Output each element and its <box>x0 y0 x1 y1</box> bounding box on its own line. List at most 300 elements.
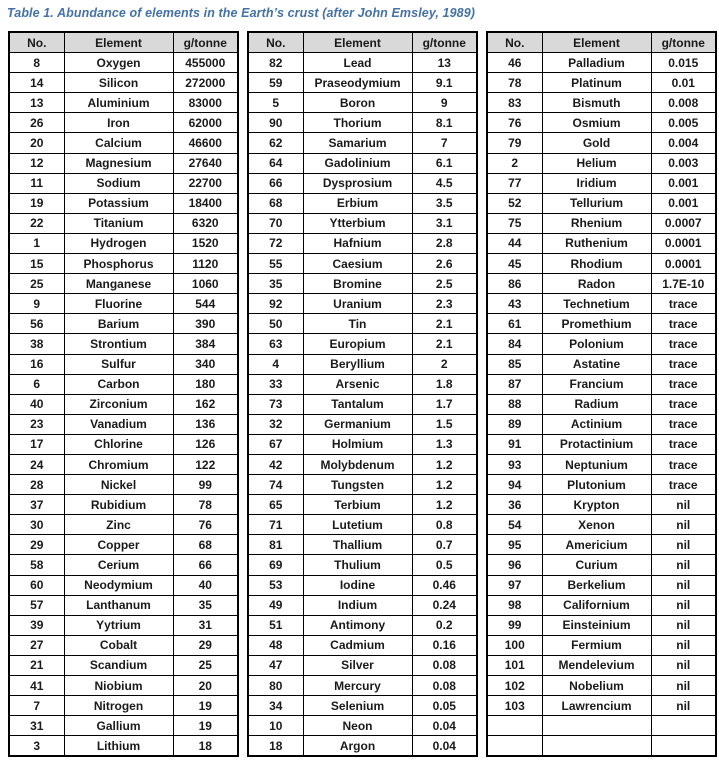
cell-abundance: 340 <box>173 354 238 374</box>
table-row <box>487 233 716 253</box>
cell-element-name: Nitrogen <box>64 696 173 716</box>
cell-element-name: Lanthanum <box>64 595 173 615</box>
cell-atomic-number: 44 <box>487 233 542 253</box>
table-row <box>9 394 238 414</box>
elements-table-left <box>8 31 239 757</box>
cell-atomic-number: 29 <box>9 535 64 555</box>
table-row <box>9 133 238 153</box>
table-row <box>487 635 716 655</box>
cell-abundance: 0.0001 <box>651 254 716 274</box>
cell-abundance: 27640 <box>173 153 238 173</box>
cell-abundance: 0.7 <box>412 535 477 555</box>
cell-atomic-number: 26 <box>9 113 64 133</box>
cell-abundance: nil <box>651 555 716 575</box>
cell-atomic-number <box>487 716 542 736</box>
cell-atomic-number: 98 <box>487 595 542 615</box>
cell-atomic-number: 63 <box>248 334 303 354</box>
table-row <box>9 254 238 274</box>
cell-element-name: Mercury <box>303 676 412 696</box>
cell-element-name: Gallium <box>64 716 173 736</box>
cell-element-name: Plutonium <box>542 475 651 495</box>
col-header-atomic-number: No. <box>248 32 303 53</box>
table-row <box>248 515 477 535</box>
col-header-element: Element <box>64 32 173 53</box>
table-row <box>487 414 716 434</box>
table-row <box>9 193 238 213</box>
cell-abundance <box>651 736 716 757</box>
cell-abundance: 1.5 <box>412 414 477 434</box>
table-row <box>9 635 238 655</box>
cell-abundance: 68 <box>173 535 238 555</box>
table-row <box>487 394 716 414</box>
table-row <box>248 314 477 334</box>
col-header-abundance: g/tonne <box>173 32 238 53</box>
cell-abundance: 2.6 <box>412 254 477 274</box>
cell-element-name: Argon <box>303 736 412 757</box>
cell-atomic-number: 59 <box>248 73 303 93</box>
cell-element-name: Antimony <box>303 615 412 635</box>
cell-abundance: 1.2 <box>412 454 477 474</box>
cell-abundance: 0.001 <box>651 173 716 193</box>
table-row <box>487 133 716 153</box>
table-row <box>9 676 238 696</box>
cell-element-name: Sulfur <box>64 354 173 374</box>
cell-abundance: nil <box>651 495 716 515</box>
cell-element-name: Lutetium <box>303 515 412 535</box>
cell-abundance: 122 <box>173 454 238 474</box>
cell-element-name: Europium <box>303 334 412 354</box>
cell-atomic-number: 4 <box>248 354 303 374</box>
tables-container <box>8 31 719 757</box>
table-row <box>9 696 238 716</box>
cell-abundance: nil <box>651 696 716 716</box>
table-row <box>9 153 238 173</box>
cell-atomic-number: 62 <box>248 133 303 153</box>
table-row <box>248 635 477 655</box>
table-row <box>487 334 716 354</box>
cell-element-name: Beryllium <box>303 354 412 374</box>
cell-atomic-number: 11 <box>9 173 64 193</box>
table-row <box>9 233 238 253</box>
document-page <box>0 6 719 774</box>
table-row <box>248 394 477 414</box>
cell-abundance: 0.04 <box>412 716 477 736</box>
cell-abundance: 384 <box>173 334 238 354</box>
cell-atomic-number: 14 <box>9 73 64 93</box>
cell-abundance: trace <box>651 334 716 354</box>
cell-element-name: Promethium <box>542 314 651 334</box>
table-row <box>248 495 477 515</box>
cell-atomic-number: 20 <box>9 133 64 153</box>
cell-atomic-number: 27 <box>9 635 64 655</box>
cell-abundance: 0.04 <box>412 736 477 757</box>
cell-atomic-number: 10 <box>248 716 303 736</box>
cell-abundance: 83000 <box>173 93 238 113</box>
cell-element-name: Scandium <box>64 655 173 675</box>
cell-atomic-number: 93 <box>487 454 542 474</box>
cell-abundance: 2.1 <box>412 314 477 334</box>
cell-atomic-number: 72 <box>248 233 303 253</box>
cell-abundance: 76 <box>173 515 238 535</box>
cell-abundance: 2.1 <box>412 334 477 354</box>
cell-atomic-number: 78 <box>487 73 542 93</box>
cell-atomic-number: 81 <box>248 535 303 555</box>
table-row <box>248 354 477 374</box>
cell-element-name: Iron <box>64 113 173 133</box>
cell-abundance: nil <box>651 575 716 595</box>
cell-abundance: nil <box>651 655 716 675</box>
cell-element-name: Oxygen <box>64 53 173 73</box>
cell-element-name: Zinc <box>64 515 173 535</box>
cell-atomic-number: 67 <box>248 434 303 454</box>
cell-atomic-number: 65 <box>248 495 303 515</box>
cell-abundance: trace <box>651 394 716 414</box>
cell-abundance: 1.3 <box>412 434 477 454</box>
table-row <box>248 53 477 73</box>
cell-element-name: Neon <box>303 716 412 736</box>
table-row <box>487 254 716 274</box>
cell-abundance: 1.2 <box>412 475 477 495</box>
cell-element-name: Yytrium <box>64 615 173 635</box>
table-row <box>9 515 238 535</box>
table-row <box>487 475 716 495</box>
cell-atomic-number: 1 <box>9 233 64 253</box>
cell-atomic-number: 33 <box>248 374 303 394</box>
cell-abundance: 8.1 <box>412 113 477 133</box>
cell-abundance: 19 <box>173 696 238 716</box>
cell-atomic-number: 8 <box>9 53 64 73</box>
table-row <box>9 173 238 193</box>
cell-element-name: Chlorine <box>64 434 173 454</box>
cell-element-name: Manganese <box>64 274 173 294</box>
cell-abundance: nil <box>651 635 716 655</box>
cell-atomic-number: 12 <box>9 153 64 173</box>
cell-element-name: Platinum <box>542 73 651 93</box>
cell-atomic-number: 6 <box>9 374 64 394</box>
table-row <box>487 314 716 334</box>
cell-atomic-number: 40 <box>9 394 64 414</box>
cell-abundance: 0.16 <box>412 635 477 655</box>
cell-atomic-number: 80 <box>248 676 303 696</box>
table-row <box>487 374 716 394</box>
cell-atomic-number: 36 <box>487 495 542 515</box>
table-row <box>9 615 238 635</box>
cell-element-name: Thallium <box>303 535 412 555</box>
cell-abundance: 46600 <box>173 133 238 153</box>
table-row <box>9 354 238 374</box>
cell-abundance: 390 <box>173 314 238 334</box>
cell-abundance: 1520 <box>173 233 238 253</box>
table-row <box>248 73 477 93</box>
table-row <box>9 736 238 757</box>
cell-atomic-number: 17 <box>9 434 64 454</box>
cell-atomic-number: 66 <box>248 173 303 193</box>
table-row <box>487 73 716 93</box>
table-row <box>248 535 477 555</box>
table-row <box>487 515 716 535</box>
col-header-element: Element <box>542 32 651 53</box>
table-row <box>487 615 716 635</box>
cell-abundance: 0.24 <box>412 595 477 615</box>
cell-atomic-number: 35 <box>248 274 303 294</box>
cell-element-name: Indium <box>303 595 412 615</box>
cell-abundance: trace <box>651 374 716 394</box>
cell-abundance: 126 <box>173 434 238 454</box>
table-row <box>9 73 238 93</box>
table-row <box>248 434 477 454</box>
cell-atomic-number: 39 <box>9 615 64 635</box>
cell-atomic-number: 64 <box>248 153 303 173</box>
table-row <box>9 213 238 233</box>
cell-atomic-number: 13 <box>9 93 64 113</box>
cell-atomic-number: 94 <box>487 475 542 495</box>
cell-element-name: Molybdenum <box>303 454 412 474</box>
table-row <box>248 454 477 474</box>
cell-element-name: Potassium <box>64 193 173 213</box>
cell-abundance: 544 <box>173 294 238 314</box>
cell-atomic-number: 47 <box>248 655 303 675</box>
table-row <box>248 233 477 253</box>
cell-element-name: Magnesium <box>64 153 173 173</box>
cell-atomic-number: 9 <box>9 294 64 314</box>
cell-element-name <box>542 716 651 736</box>
table-row <box>9 314 238 334</box>
cell-atomic-number: 48 <box>248 635 303 655</box>
cell-atomic-number: 101 <box>487 655 542 675</box>
col-header-atomic-number: No. <box>487 32 542 53</box>
cell-element-name: Carbon <box>64 374 173 394</box>
table-row <box>487 555 716 575</box>
cell-abundance: 62000 <box>173 113 238 133</box>
cell-abundance: 1120 <box>173 254 238 274</box>
header-row <box>9 32 238 53</box>
cell-element-name: Ytterbium <box>303 213 412 233</box>
cell-abundance: 29 <box>173 635 238 655</box>
cell-abundance: 455000 <box>173 53 238 73</box>
cell-atomic-number: 41 <box>9 676 64 696</box>
cell-element-name: Astatine <box>542 354 651 374</box>
cell-element-name: Krypton <box>542 495 651 515</box>
cell-atomic-number: 85 <box>487 354 542 374</box>
cell-element-name: Iridium <box>542 173 651 193</box>
table-row <box>9 475 238 495</box>
table-row <box>248 676 477 696</box>
cell-element-name: Bismuth <box>542 93 651 113</box>
cell-atomic-number: 90 <box>248 113 303 133</box>
cell-abundance: nil <box>651 676 716 696</box>
cell-element-name: Titanium <box>64 213 173 233</box>
table-row <box>487 53 716 73</box>
cell-atomic-number: 103 <box>487 696 542 716</box>
cell-atomic-number: 79 <box>487 133 542 153</box>
cell-atomic-number: 68 <box>248 193 303 213</box>
table-row <box>487 193 716 213</box>
table-row <box>9 716 238 736</box>
cell-atomic-number: 92 <box>248 294 303 314</box>
cell-atomic-number: 61 <box>487 314 542 334</box>
table-row <box>487 676 716 696</box>
cell-element-name: Californium <box>542 595 651 615</box>
cell-element-name: Thorium <box>303 113 412 133</box>
cell-element-name: Silicon <box>64 73 173 93</box>
cell-element-name: Hafnium <box>303 233 412 253</box>
table-row <box>9 434 238 454</box>
cell-element-name: Americium <box>542 535 651 555</box>
cell-element-name: Calcium <box>64 133 173 153</box>
table-row <box>487 274 716 294</box>
cell-atomic-number: 82 <box>248 53 303 73</box>
table-row <box>248 595 477 615</box>
cell-atomic-number: 37 <box>9 495 64 515</box>
cell-abundance: 0.005 <box>651 113 716 133</box>
elements-table-right <box>486 31 717 757</box>
cell-element-name <box>542 736 651 757</box>
cell-atomic-number: 69 <box>248 555 303 575</box>
cell-abundance: 19 <box>173 716 238 736</box>
cell-abundance: trace <box>651 354 716 374</box>
cell-element-name: Lawrencium <box>542 696 651 716</box>
table-row <box>487 213 716 233</box>
cell-atomic-number: 60 <box>9 575 64 595</box>
cell-atomic-number: 50 <box>248 314 303 334</box>
table-row <box>487 454 716 474</box>
cell-abundance: 180 <box>173 374 238 394</box>
cell-abundance: 20 <box>173 676 238 696</box>
cell-atomic-number: 32 <box>248 414 303 434</box>
table-row <box>9 414 238 434</box>
table-row <box>487 716 716 736</box>
cell-abundance: 35 <box>173 595 238 615</box>
cell-atomic-number: 55 <box>248 254 303 274</box>
cell-element-name: Iodine <box>303 575 412 595</box>
cell-element-name: Holmium <box>303 434 412 454</box>
cell-element-name: Rhenium <box>542 213 651 233</box>
cell-atomic-number: 21 <box>9 655 64 675</box>
cell-element-name: Radon <box>542 274 651 294</box>
cell-abundance: trace <box>651 454 716 474</box>
cell-element-name: Tantalum <box>303 394 412 414</box>
table-row <box>248 254 477 274</box>
cell-abundance: 0.001 <box>651 193 716 213</box>
cell-atomic-number: 86 <box>487 274 542 294</box>
table-row <box>248 193 477 213</box>
cell-atomic-number: 95 <box>487 535 542 555</box>
cell-element-name: Fluorine <box>64 294 173 314</box>
table-row <box>248 133 477 153</box>
cell-element-name: Rhodium <box>542 254 651 274</box>
cell-atomic-number: 19 <box>9 193 64 213</box>
cell-atomic-number: 74 <box>248 475 303 495</box>
cell-atomic-number: 38 <box>9 334 64 354</box>
cell-abundance: 1.8 <box>412 374 477 394</box>
cell-element-name: Terbium <box>303 495 412 515</box>
cell-element-name: Uranium <box>303 294 412 314</box>
cell-element-name: Chromium <box>64 454 173 474</box>
cell-element-name: Aluminium <box>64 93 173 113</box>
cell-atomic-number: 77 <box>487 173 542 193</box>
cell-abundance: 0.05 <box>412 696 477 716</box>
elements-table-middle <box>247 31 478 757</box>
table-row <box>248 575 477 595</box>
cell-atomic-number: 89 <box>487 414 542 434</box>
cell-abundance: 0.01 <box>651 73 716 93</box>
table-row <box>9 374 238 394</box>
table-row <box>248 414 477 434</box>
col-header-abundance: g/tonne <box>651 32 716 53</box>
table-row <box>487 93 716 113</box>
cell-element-name: Francium <box>542 374 651 394</box>
cell-atomic-number: 23 <box>9 414 64 434</box>
cell-abundance: 0.08 <box>412 676 477 696</box>
table-row <box>487 153 716 173</box>
col-header-element: Element <box>303 32 412 53</box>
table-row <box>9 113 238 133</box>
table-row <box>248 374 477 394</box>
cell-atomic-number: 30 <box>9 515 64 535</box>
cell-atomic-number: 18 <box>248 736 303 757</box>
cell-atomic-number: 45 <box>487 254 542 274</box>
table-caption: Table 1. Abundance of elements in the Earth’s crust (after John Emsley, 1989) <box>7 6 476 20</box>
cell-atomic-number: 25 <box>9 274 64 294</box>
cell-element-name: Actinium <box>542 414 651 434</box>
cell-abundance: 9.1 <box>412 73 477 93</box>
cell-element-name: Lead <box>303 53 412 73</box>
cell-element-name: Silver <box>303 655 412 675</box>
cell-atomic-number: 88 <box>487 394 542 414</box>
cell-element-name: Erbium <box>303 193 412 213</box>
cell-element-name: Palladium <box>542 53 651 73</box>
cell-atomic-number: 24 <box>9 454 64 474</box>
cell-abundance: 7 <box>412 133 477 153</box>
cell-element-name: Polonium <box>542 334 651 354</box>
header-row <box>248 32 477 53</box>
cell-abundance: 0.0007 <box>651 213 716 233</box>
cell-element-name: Tin <box>303 314 412 334</box>
cell-abundance: 25 <box>173 655 238 675</box>
cell-atomic-number: 22 <box>9 213 64 233</box>
cell-atomic-number: 71 <box>248 515 303 535</box>
table-row <box>487 736 716 757</box>
cell-element-name: Strontium <box>64 334 173 354</box>
cell-atomic-number: 83 <box>487 93 542 113</box>
cell-abundance: 18400 <box>173 193 238 213</box>
cell-abundance: 4.5 <box>412 173 477 193</box>
cell-element-name: Arsenic <box>303 374 412 394</box>
table-row <box>9 495 238 515</box>
table-row <box>9 53 238 73</box>
cell-element-name: Vanadium <box>64 414 173 434</box>
cell-abundance: 3.5 <box>412 193 477 213</box>
cell-element-name: Hydrogen <box>64 233 173 253</box>
cell-element-name: Gold <box>542 133 651 153</box>
table-row <box>248 716 477 736</box>
cell-abundance: trace <box>651 314 716 334</box>
table-row <box>9 655 238 675</box>
cell-abundance: trace <box>651 414 716 434</box>
table-row <box>248 736 477 757</box>
cell-abundance: 18 <box>173 736 238 757</box>
cell-element-name: Germanium <box>303 414 412 434</box>
cell-abundance: 1.2 <box>412 495 477 515</box>
table-row <box>487 113 716 133</box>
cell-element-name: Einsteinium <box>542 615 651 635</box>
col-header-abundance: g/tonne <box>412 32 477 53</box>
table-row <box>9 454 238 474</box>
cell-abundance: 0.008 <box>651 93 716 113</box>
cell-abundance: trace <box>651 475 716 495</box>
table-row <box>487 696 716 716</box>
cell-abundance: 31 <box>173 615 238 635</box>
